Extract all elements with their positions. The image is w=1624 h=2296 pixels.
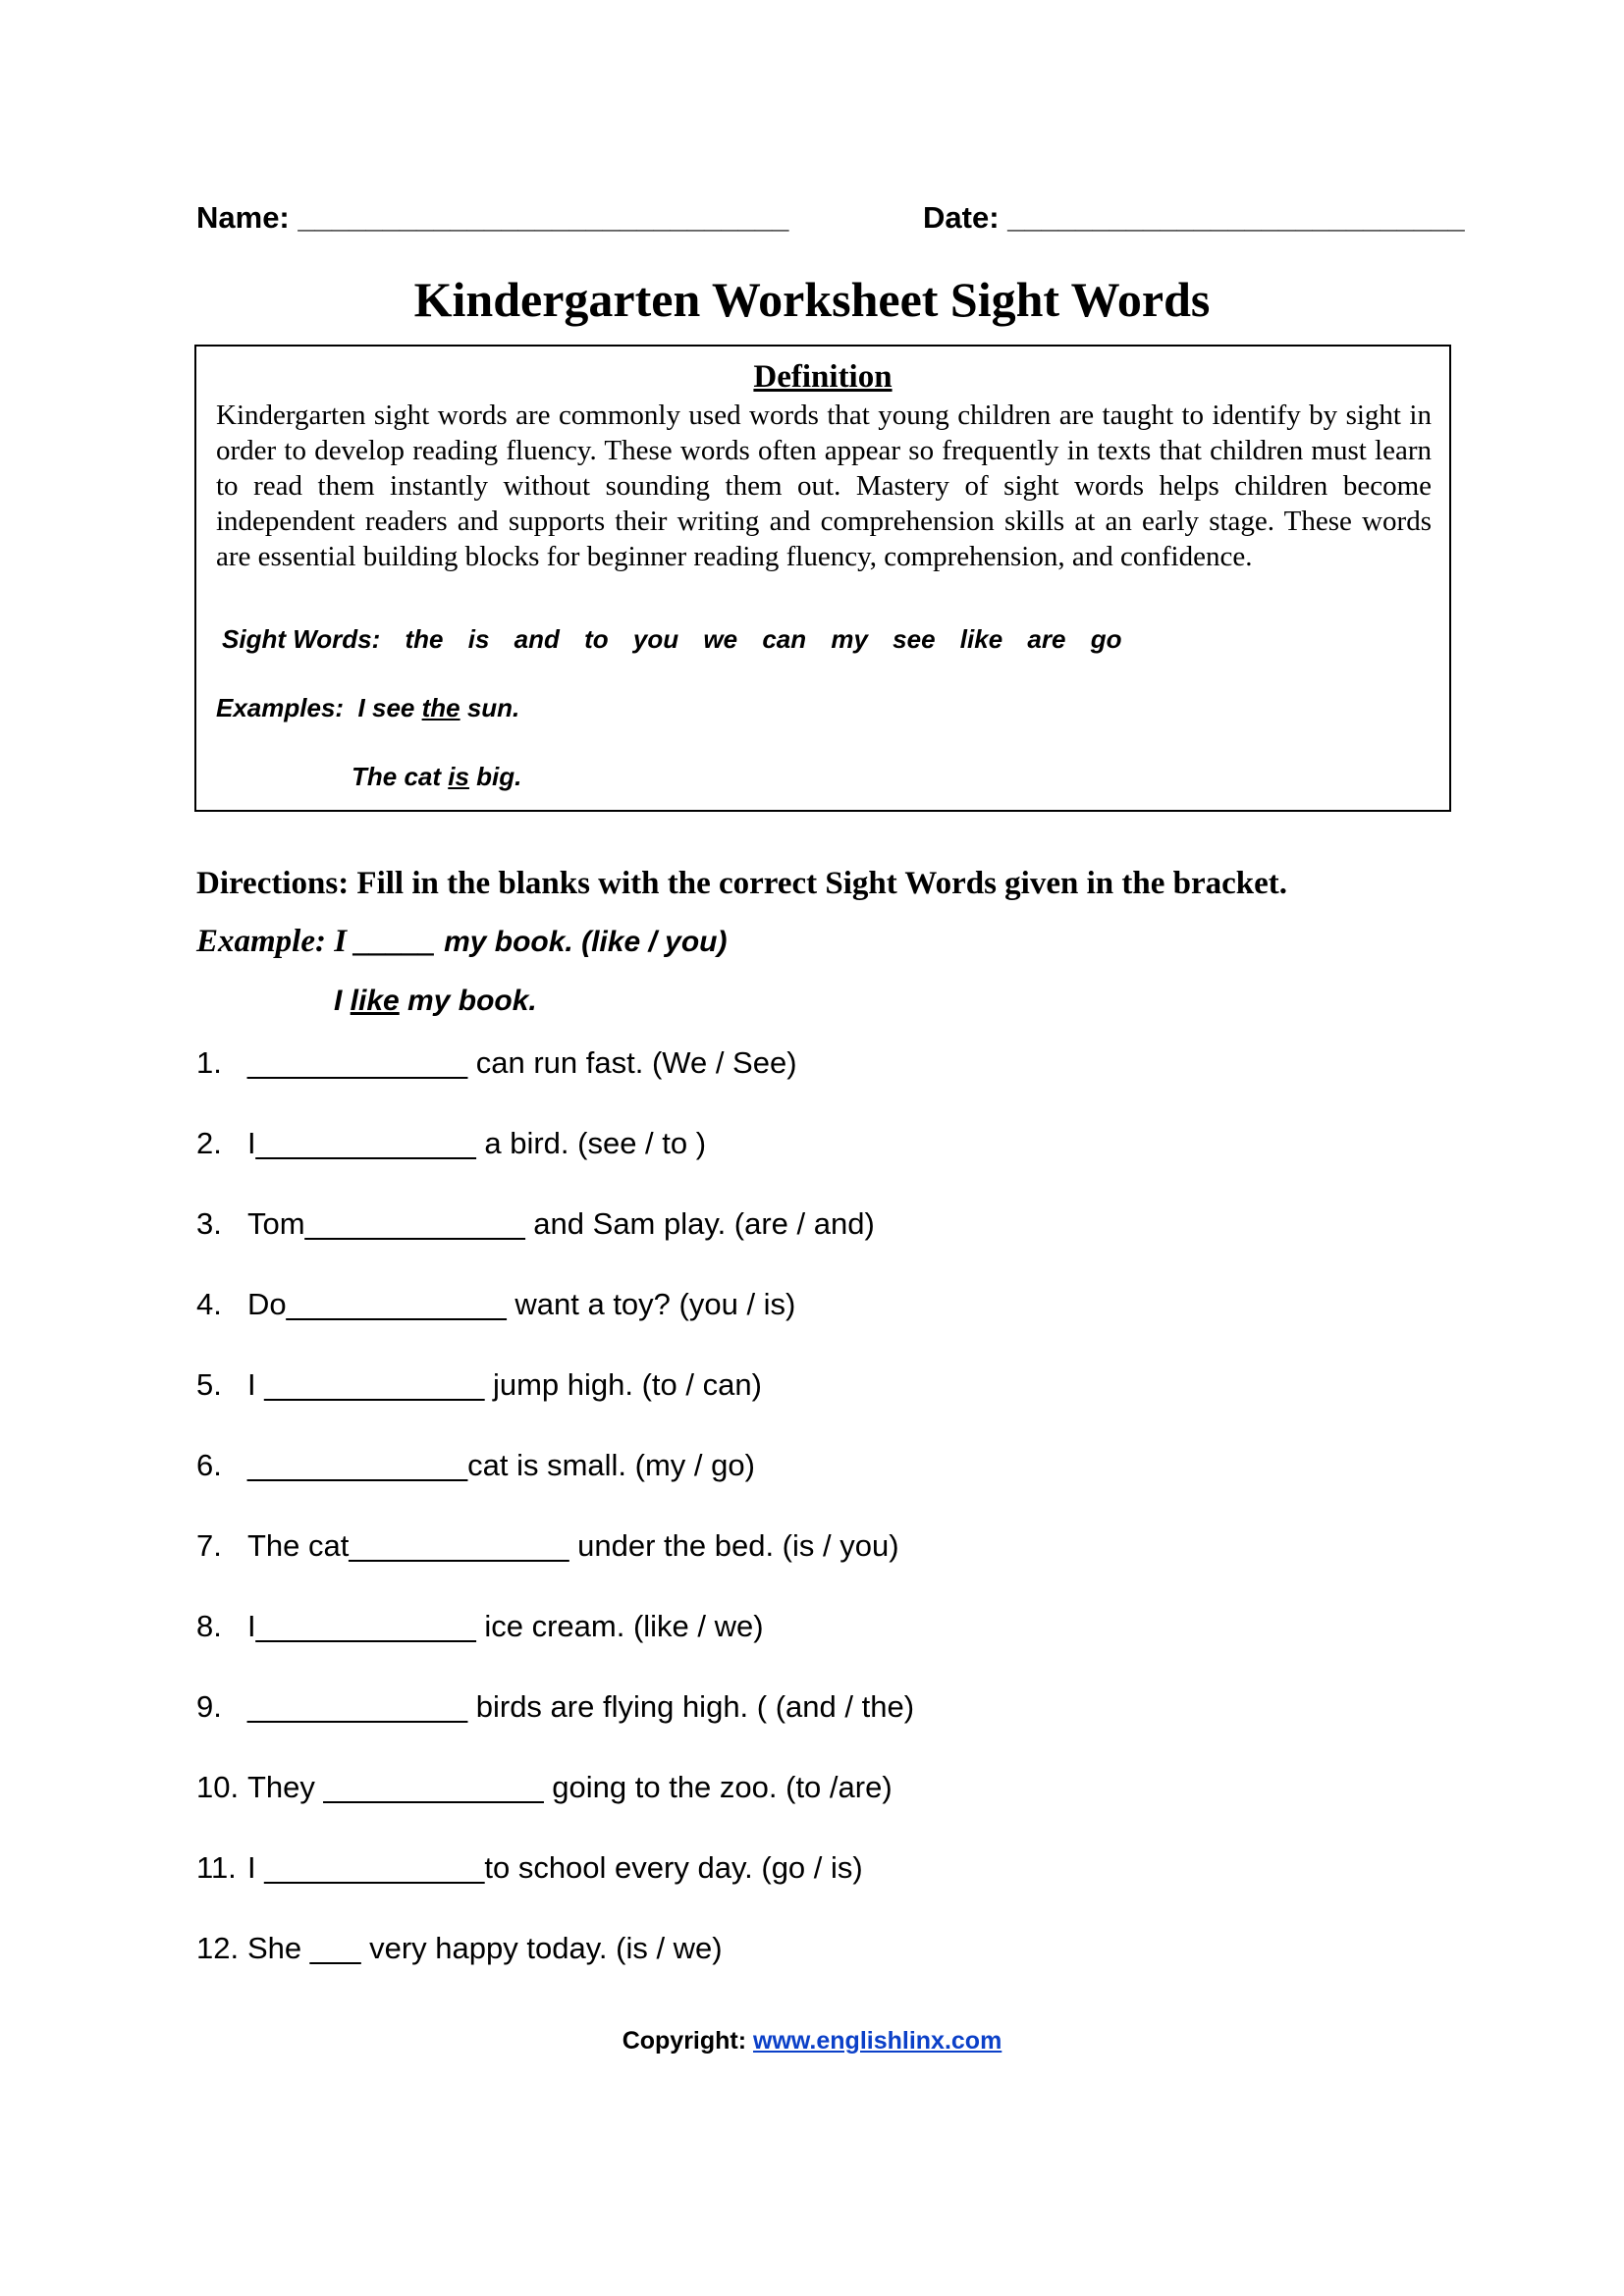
header-row (196, 196, 1465, 240)
sight-word: can (762, 624, 807, 654)
sight-words-line (222, 621, 1121, 657)
example-1-before: I see (357, 693, 422, 722)
sight-word: like (959, 624, 1003, 654)
question-number: 4. (196, 1287, 222, 1321)
example-answer (334, 980, 537, 1023)
example-2-before: The cat (352, 762, 449, 791)
example-answer-before: I (334, 985, 351, 1017)
question-number: 5. (196, 1367, 222, 1402)
sight-word: to (584, 624, 609, 654)
question-text: _____________ birds are flying high. ( (and / the) (247, 1689, 915, 1724)
question-number: 3. (196, 1206, 222, 1241)
question-text: _____________ can run fast. (We / See) (247, 1045, 797, 1080)
question-number: 6. (196, 1448, 222, 1482)
question-item[interactable] (196, 1766, 1434, 1846)
copyright-line (0, 2021, 1624, 2060)
example-1-underlined: the (421, 693, 460, 722)
question-text: I_____________ a bird. (see / to ) (247, 1126, 707, 1160)
definition-box (194, 345, 1451, 812)
question-text: I_____________ ice cream. (like / we) (247, 1609, 764, 1643)
example-question-rest: my book. (like / you) (444, 926, 728, 958)
definition-text: Kindergarten sight words are commonly used words that young children are taught to identify by sight in order to develop reading fluency. These words often appear so frequently in texts that children must learn to read them instantly without sounding them out. Mastery of sight words helps children become independent readers and supports their writing and comprehension skills at an early stage. These words are essential building blocks for beginner reading fluency, comprehension, and confidence. (216, 400, 1432, 572)
question-item[interactable] (196, 1444, 1434, 1524)
question-text: They _____________ going to the zoo. (to /are) (247, 1770, 893, 1804)
sight-word: is (467, 624, 490, 654)
question-item[interactable] (196, 1283, 1434, 1363)
question-item[interactable] (196, 1846, 1434, 1927)
examples-label: Examples: (216, 693, 345, 722)
date-field[interactable]: Date: ___________________________ (923, 200, 1465, 235)
question-item[interactable] (196, 1927, 1434, 2007)
sight-words-label: Sight Words: (222, 624, 381, 654)
sight-word: go (1090, 624, 1122, 654)
question-text: The cat_____________ under the bed. (is / you) (247, 1528, 899, 1563)
question-text: Do_____________ want a toy? (you / is) (247, 1287, 796, 1321)
sight-word: we (703, 624, 738, 654)
sight-word: and (514, 624, 560, 654)
question-number: 2. (196, 1126, 222, 1160)
question-number: 9. (196, 1689, 222, 1724)
question-item[interactable] (196, 1041, 1434, 1122)
question-number: 10. (196, 1770, 240, 1804)
question-item[interactable] (196, 1605, 1434, 1685)
question-text: I _____________ jump high. (to / can) (247, 1367, 762, 1402)
question-item[interactable] (196, 1524, 1434, 1605)
copyright-label: Copyright: (622, 2027, 754, 2055)
example-question (196, 920, 727, 964)
question-text: Tom_____________ and Sam play. (are / and) (247, 1206, 875, 1241)
question-text: I _____________to school every day. (go / is) (247, 1850, 863, 1885)
example-answer-after: my book. (399, 985, 537, 1017)
example-2-underlined: is (448, 762, 469, 791)
sight-word: see (893, 624, 936, 654)
example-2-after: big. (468, 762, 522, 791)
question-item[interactable] (196, 1363, 1434, 1444)
name-field[interactable]: Name: _____________________________ (196, 200, 789, 235)
example-question-prefix: Example: I _____ (196, 924, 445, 959)
example-line-1 (216, 690, 519, 725)
question-number: 8. (196, 1609, 222, 1643)
definition-heading: Definition (753, 359, 893, 395)
question-item[interactable] (196, 1202, 1434, 1283)
worksheet-title: Kindergarten Worksheet Sight Words (413, 272, 1211, 327)
question-number: 11. (196, 1850, 237, 1885)
example-1-after: sun. (460, 693, 520, 722)
question-text: _____________cat is small. (my / go) (247, 1448, 755, 1482)
sight-word: you (632, 624, 679, 654)
example-line-2 (352, 759, 521, 794)
question-text: She ___ very happy today. (is / we) (247, 1931, 723, 1965)
question-number: 7. (196, 1528, 222, 1563)
question-item[interactable] (196, 1122, 1434, 1202)
question-number: 1. (196, 1045, 222, 1080)
sight-word: the (405, 624, 444, 654)
question-item[interactable] (196, 1685, 1434, 1766)
sight-word: my (831, 624, 868, 654)
copyright-link[interactable]: www.englishlinx.com (753, 2027, 1002, 2055)
sight-word: are (1027, 624, 1066, 654)
question-list (196, 1041, 1434, 2007)
example-answer-underlined: like (350, 985, 400, 1017)
directions: Directions: Fill in the blanks with the correct Sight Words given in the bracket. (196, 866, 1287, 901)
question-number: 12. (196, 1931, 240, 1965)
